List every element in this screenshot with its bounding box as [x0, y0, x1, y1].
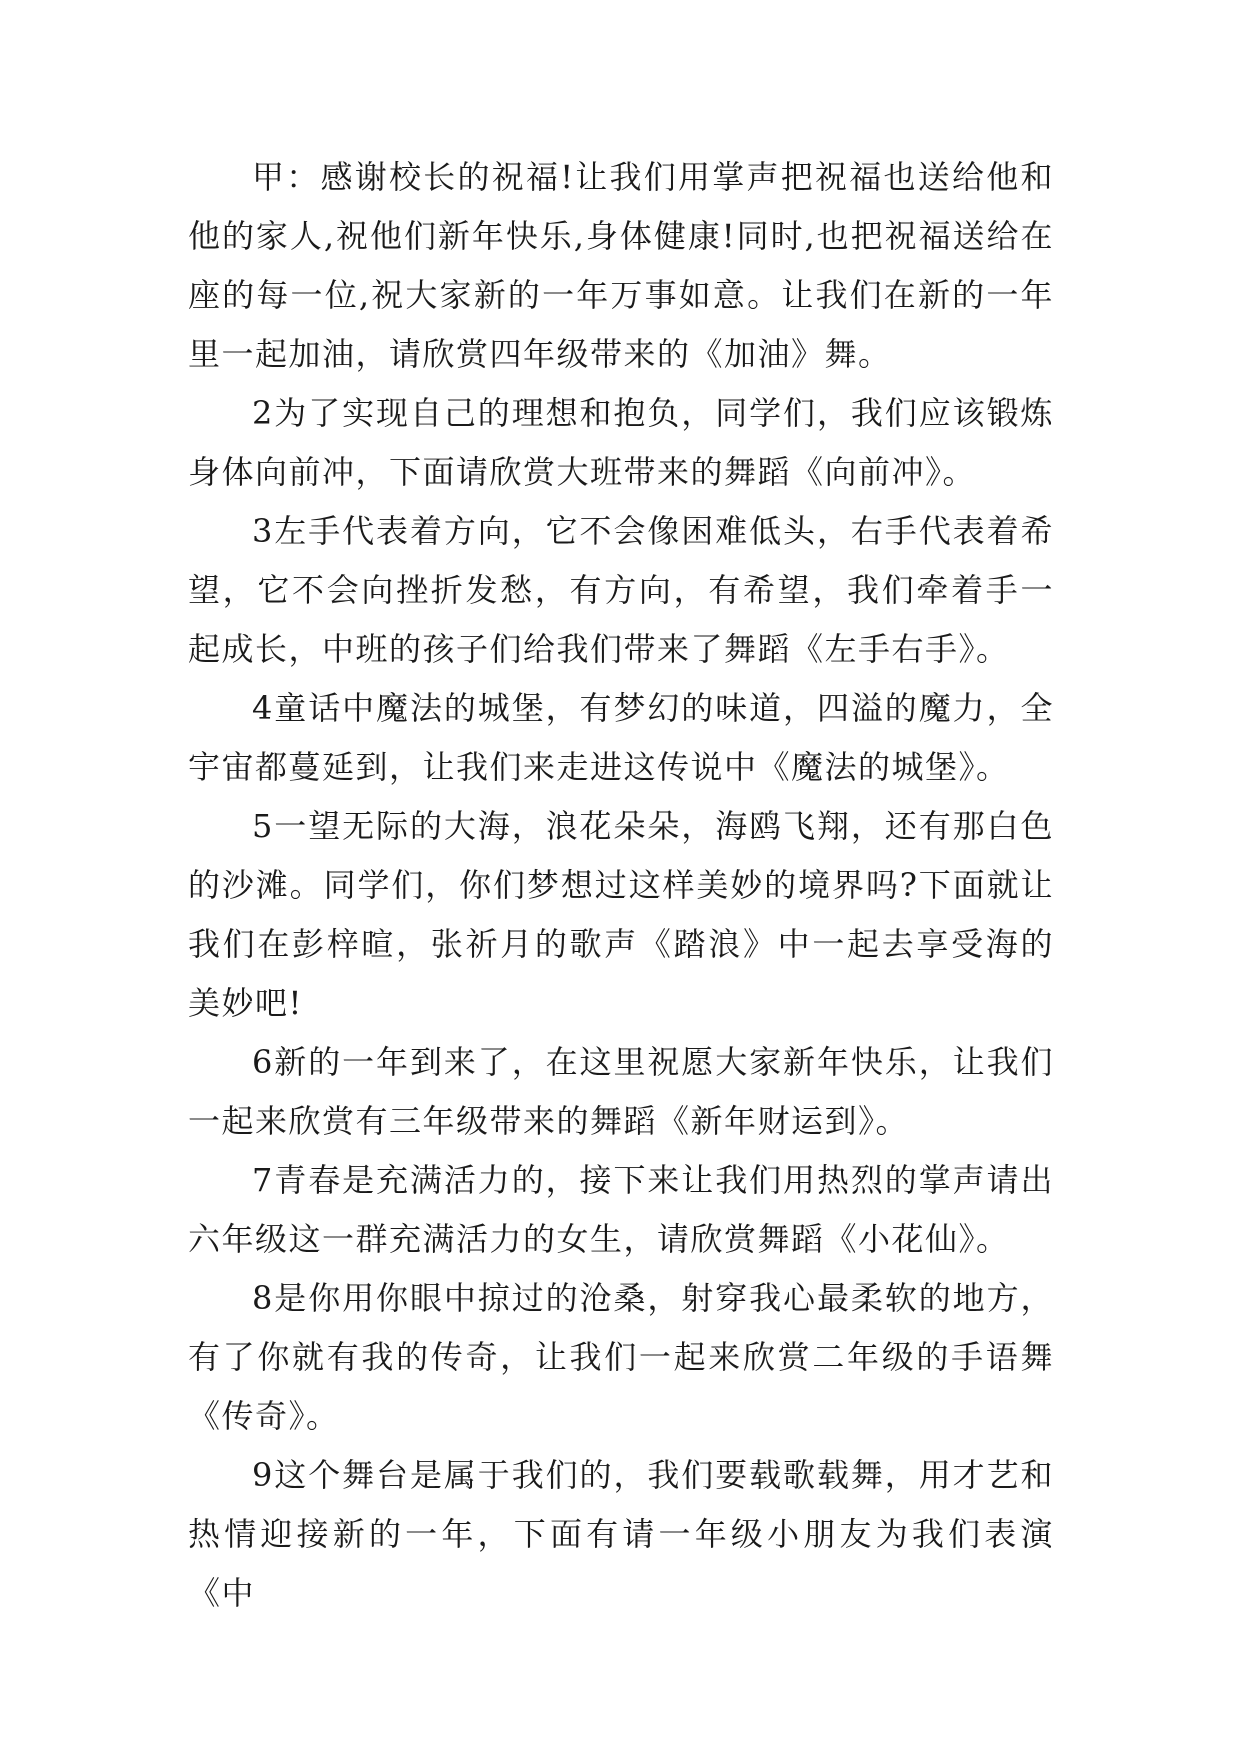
document-body: [188, 148, 1054, 1623]
paragraph-9: 9这个舞台是属于我们的，我们要载歌载舞，用才艺和热情迎接新的一年，下面有请一年级小朋友为我们表演《中: [188, 1456, 1054, 1612]
paragraph-7: 7青春是充满活力的，接下来让我们用热烈的掌声请出六年级这一群充满活力的女生，请欣赏舞蹈《小花仙》。: [188, 1161, 1054, 1258]
paragraph-4: 4童话中魔法的城堡，有梦幻的味道，四溢的魔力，全宇宙都蔓延到，让我们来走进这传说中《魔法的城堡》。: [188, 689, 1054, 786]
paragraph-8: 8是你用你眼中掠过的沧桑，射穿我心最柔软的地方，有了你就有我的传奇，让我们一起来欣赏二年级的手语舞《传奇》。: [188, 1279, 1054, 1435]
paragraph-3: 3左手代表着方向，它不会像困难低头，右手代表着希望，它不会向挫折发愁，有方向，有希望，我们牵着手一起成长，中班的孩子们给我们带来了舞蹈《左手右手》。: [188, 512, 1054, 668]
paragraph-1: 甲：感谢校长的祝福!让我们用掌声把祝福也送给他和他的家人,祝他们新年快乐,身体健康!同时,也把祝福送给在座的每一位,祝大家新的一年万事如意。让我们在新的一年里一起加油，请欣赏四年级带来的《加油》舞。: [188, 158, 1054, 373]
paragraph-5: 5一望无际的大海，浪花朵朵，海鸥飞翔，还有那白色的沙滩。同学们，你们梦想过这样美妙的境界吗?下面就让我们在彭梓暄，张祈月的歌声《踏浪》中一起去享受海的美妙吧!: [188, 807, 1054, 1022]
paragraph-2: 2为了实现自己的理想和抱负，同学们，我们应该锻炼身体向前冲，下面请欣赏大班带来的舞蹈《向前冲》。: [188, 394, 1054, 491]
paragraph-6: 6新的一年到来了，在这里祝愿大家新年快乐，让我们一起来欣赏有三年级带来的舞蹈《新年财运到》。: [188, 1043, 1054, 1140]
